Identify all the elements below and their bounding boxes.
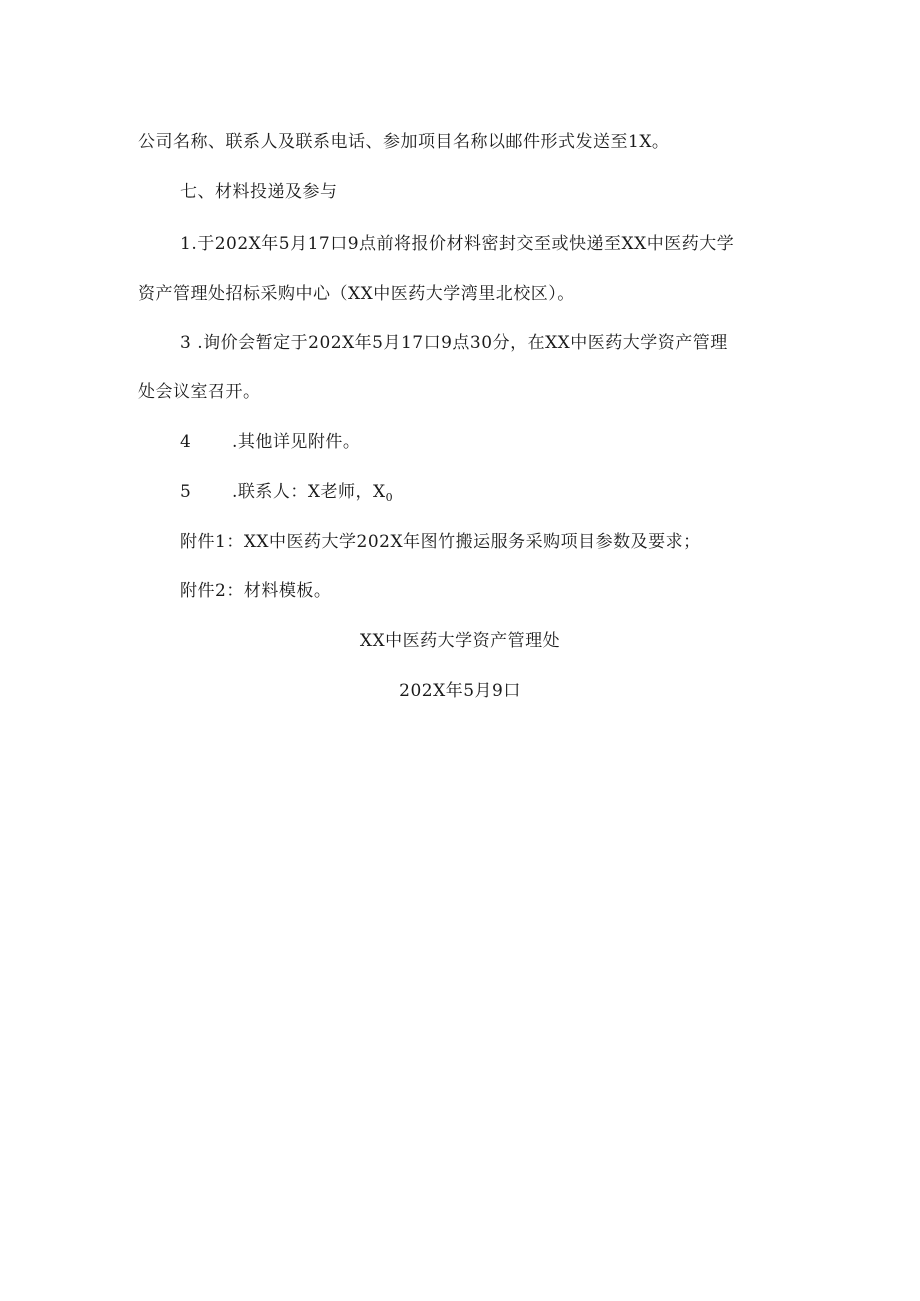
section-heading-material-delivery: 七、材料投递及参与 [180, 182, 338, 202]
item-4-number: 4 [180, 432, 192, 452]
attachment-2: 附件2：材料模板。 [180, 581, 332, 601]
signature-date: 202X年5月9口 [399, 681, 521, 701]
item-4-text: .其他详见附件。 [232, 432, 361, 452]
item-5-number: 5 [180, 482, 192, 502]
item-5-subscript: 0 [385, 491, 394, 504]
signature-organization: XX中医药大学资产管理处 [359, 631, 561, 651]
item-3-line-2: 处会议室召开。 [138, 382, 261, 402]
attachment-1: 附件1：XX中医药大学202X年图竹搬运服务采购项目参数及要求； [180, 532, 701, 552]
item-5 [180, 480, 393, 510]
item-3-line-1: 3 .询价会暂定于202X年5月17口9点30分，在XX中医药大学资产管理 [180, 333, 728, 353]
paragraph-contact-submission: 公司名称、联系人及联系电话、参加项目名称以邮件形式发送至1X。 [138, 132, 670, 152]
item-5-text: .联系人：X老师，X [232, 482, 386, 502]
item-4 [180, 430, 360, 454]
item-1-line-1: 1.于202X年5月17口9点前将报价材料密封交至或快递至XX中医药大学 [180, 234, 735, 254]
item-1-line-2: 资产管理处招标采购中心（XX中医药大学湾里北校区）。 [138, 284, 575, 304]
